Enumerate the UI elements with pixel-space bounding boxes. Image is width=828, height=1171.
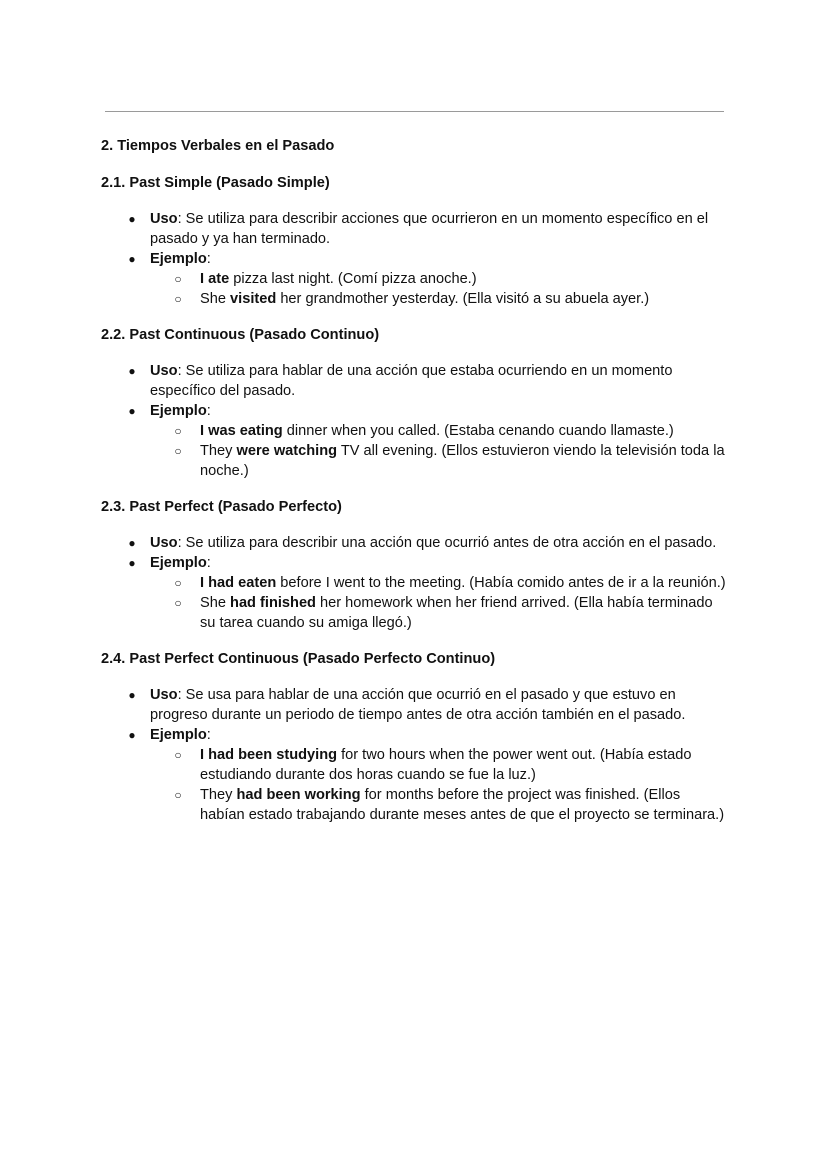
subsection-list-past-continuous: [101, 361, 726, 481]
ejemplo-label: Ejemplo: [150, 727, 207, 743]
example-verb: I had been studying: [200, 747, 338, 763]
ejemplo-item: [101, 249, 726, 309]
example-post: her grandmother yesterday. (Ella visitó a su abuela ayer.): [276, 291, 650, 307]
ejemplo-label: Ejemplo: [150, 251, 207, 267]
example-pre: She: [200, 291, 231, 307]
bullet-icon: ●: [128, 728, 136, 742]
circle-bullet-icon: ○: [174, 576, 182, 590]
bullet-icon: ●: [128, 404, 136, 418]
section-title: 2. Tiempos Verbales en el Pasado: [101, 138, 335, 154]
example-list: [150, 573, 726, 633]
bullet-icon: ●: [128, 688, 136, 702]
uso-item: [101, 533, 726, 553]
ejemplo-colon: :: [206, 403, 211, 419]
example-post: for two hours when the power went out. (Había estado estudiando durante dos horas cuando se fue la luz.): [200, 747, 692, 783]
ejemplo-colon: :: [206, 251, 211, 267]
ejemplo-label: Ejemplo: [150, 403, 207, 419]
example-item: [150, 269, 726, 289]
example-post: for months before the project was finished. (Ellos habían estado trabajando durante meses antes de que el proyecto se terminara.): [200, 787, 725, 823]
example-verb: I was eating: [200, 423, 283, 439]
ejemplo-item: [101, 725, 726, 825]
example-post: TV all evening. (Ellos estuvieron viendo la televisión toda la noche.): [200, 443, 725, 479]
example-item: [150, 441, 726, 481]
circle-bullet-icon: ○: [174, 788, 182, 802]
uso-text: : Se usa para hablar de una acción que ocurrió en el pasado y que estuvo en progreso durante un periodo de tiempo antes de otra acción también en el pasado.: [150, 687, 686, 723]
circle-bullet-icon: ○: [174, 424, 182, 438]
uso-item: [101, 685, 726, 725]
bullet-icon: ●: [128, 364, 136, 378]
subsection-list-past-perfect: [101, 533, 726, 633]
subsection-title-past-continuous: 2.2. Past Continuous (Pasado Continuo): [101, 327, 380, 343]
uso-label: Uso: [150, 535, 178, 551]
example-item: [150, 573, 726, 593]
example-list: [150, 421, 726, 481]
uso-label: Uso: [150, 687, 178, 703]
bullet-icon: ●: [128, 252, 136, 266]
ejemplo-label: Ejemplo: [150, 555, 207, 571]
bullet-icon: ●: [128, 556, 136, 570]
example-verb: I ate: [200, 271, 230, 287]
bullet-icon: ●: [128, 536, 136, 550]
uso-label: Uso: [150, 211, 178, 227]
subsection-list-past-simple: [101, 209, 726, 309]
example-post: dinner when you called. (Estaba cenando cuando llamaste.): [282, 423, 674, 439]
example-verb: I had eaten: [200, 575, 277, 591]
uso-text: : Se utiliza para hablar de una acción que estaba ocurriendo en un momento específico del pasado.: [150, 363, 673, 399]
circle-bullet-icon: ○: [174, 272, 182, 286]
ejemplo-colon: :: [206, 555, 211, 571]
example-item: [150, 593, 726, 633]
ejemplo-item: [101, 553, 726, 633]
uso-item: [101, 209, 726, 249]
example-verb: were watching: [236, 443, 338, 459]
horizontal-rule: [105, 111, 724, 112]
circle-bullet-icon: ○: [174, 748, 182, 762]
uso-text: : Se utiliza para describir una acción que ocurrió antes de otra acción en el pasado.: [177, 535, 717, 551]
example-pre: She: [200, 595, 231, 611]
circle-bullet-icon: ○: [174, 292, 182, 306]
example-pre: They: [200, 787, 237, 803]
circle-bullet-icon: ○: [174, 444, 182, 458]
uso-item: [101, 361, 726, 401]
example-item: [150, 745, 726, 785]
circle-bullet-icon: ○: [174, 596, 182, 610]
example-verb: had finished: [230, 595, 316, 611]
example-item: [150, 785, 726, 825]
uso-text: : Se utiliza para describir acciones que ocurrieron en un momento específico en el pasado y ya han terminado.: [150, 211, 709, 247]
example-pre: They: [200, 443, 237, 459]
ejemplo-item: [101, 401, 726, 481]
example-list: [150, 745, 726, 825]
example-verb: visited: [230, 291, 277, 307]
document-content: [101, 136, 726, 841]
example-verb: had been working: [236, 787, 361, 803]
example-post: pizza last night. (Comí pizza anoche.): [229, 271, 477, 287]
ejemplo-colon: :: [206, 727, 211, 743]
example-post: before I went to the meeting. (Había comido antes de ir a la reunión.): [276, 575, 726, 591]
bullet-icon: ●: [128, 212, 136, 226]
subsection-title-past-perfect-continuous: 2.4. Past Perfect Continuous (Pasado Perfecto Continuo): [101, 651, 496, 667]
example-list: [150, 269, 726, 309]
example-post: her homework when her friend arrived. (Ella había terminado su tarea cuando su amiga llegó.): [200, 595, 713, 631]
subsection-list-past-perfect-continuous: [101, 685, 726, 825]
uso-label: Uso: [150, 363, 178, 379]
example-item: [150, 289, 726, 309]
subsection-title-past-perfect: 2.3. Past Perfect (Pasado Perfecto): [101, 499, 342, 515]
example-item: [150, 421, 726, 441]
subsection-title-past-simple: 2.1. Past Simple (Pasado Simple): [101, 175, 330, 191]
